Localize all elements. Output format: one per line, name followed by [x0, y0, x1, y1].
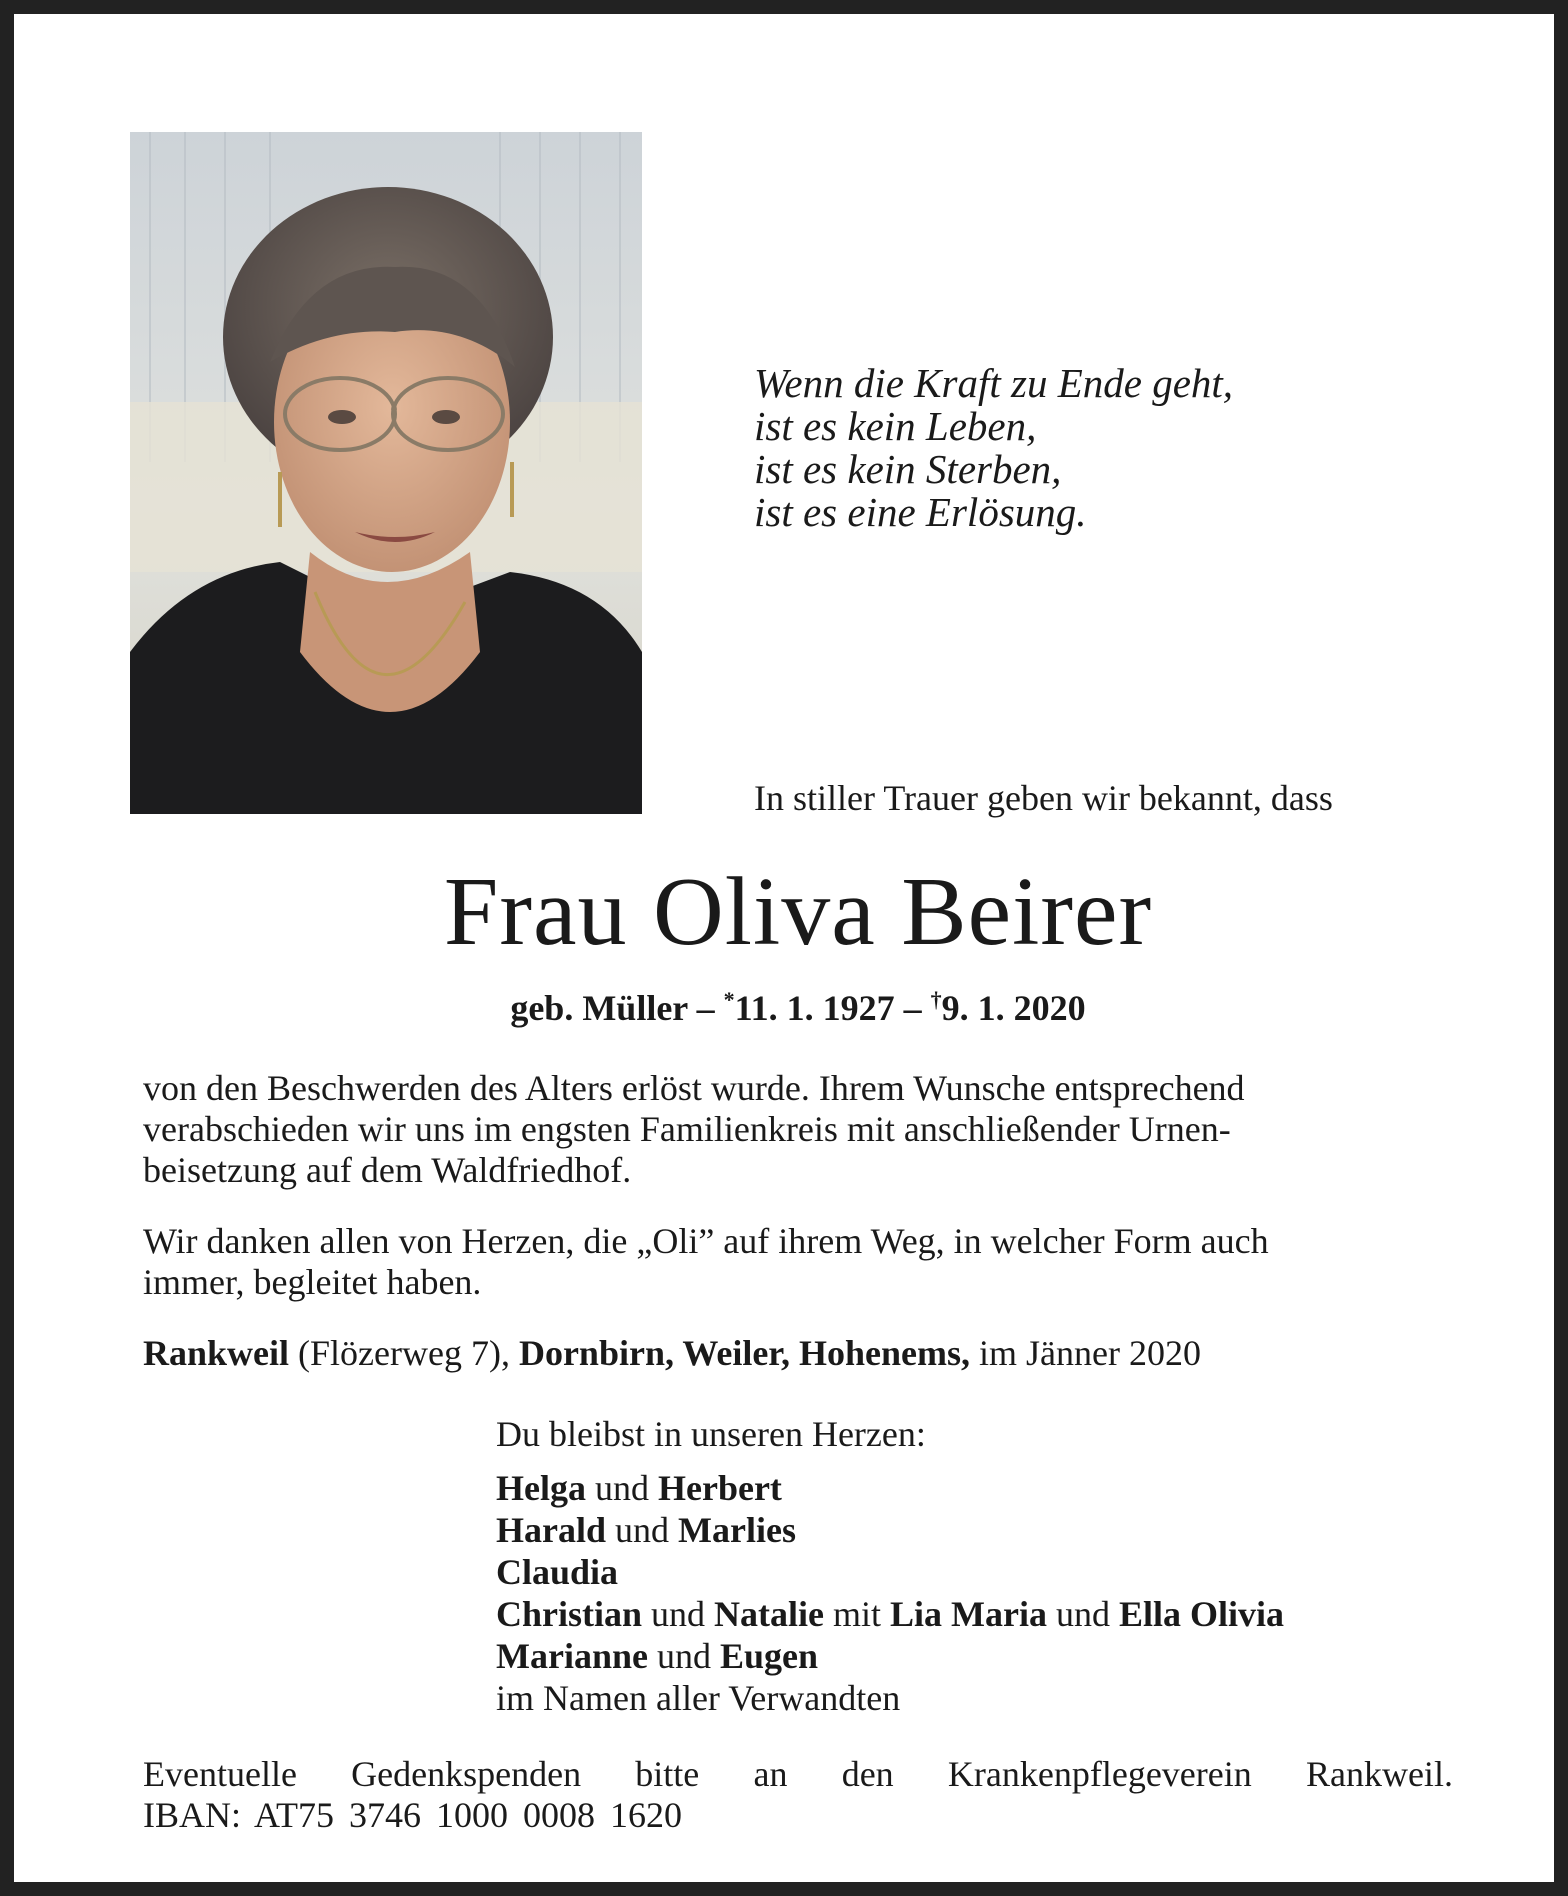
donation-word: Gedenkspenden — [351, 1754, 582, 1794]
portrait-photo — [130, 132, 642, 814]
poem-line: ist es kein Sterben, — [754, 446, 1062, 492]
poem-line: ist es eine Erlösung. — [754, 489, 1087, 535]
paragraph-thanks — [143, 1221, 1453, 1303]
connector: und — [594, 1468, 649, 1508]
paragraph-release — [143, 1068, 1453, 1191]
family-name: Marianne — [496, 1636, 648, 1676]
deceased-name: Frau Oliva Beirer — [443, 858, 1153, 966]
family-row — [496, 1551, 1284, 1593]
announcement-intro: In stiller Trauer geben wir bekannt, dass — [754, 778, 1333, 818]
donation-word: bitte — [635, 1754, 700, 1794]
life-dates — [14, 987, 1568, 1029]
death-date: 9. 1. 2020 — [941, 988, 1086, 1028]
poem-quote — [754, 362, 1233, 534]
family-name: Marlies — [678, 1510, 796, 1550]
iban: IBAN: AT75 3746 1000 0008 1620 — [143, 1795, 683, 1835]
month-year: im Jänner 2020 — [978, 1333, 1201, 1373]
family-list — [496, 1413, 1284, 1719]
family-name: Lia Maria — [890, 1594, 1047, 1634]
family-name: Helga — [496, 1468, 586, 1508]
family-footer: im Namen aller Verwandten — [496, 1678, 901, 1718]
family-name: Harald — [496, 1510, 607, 1550]
text-line: beisetzung auf dem Waldfriedhof. — [143, 1150, 632, 1190]
text-line: immer, begleitet haben. — [143, 1262, 482, 1302]
connector: und — [1056, 1594, 1110, 1634]
poem-line: ist es kein Leben, — [754, 403, 1037, 449]
family-row — [496, 1509, 1284, 1551]
birth-date: 11. 1. 1927 — [734, 988, 895, 1028]
connector: und — [615, 1510, 670, 1550]
donation-word: Eventuelle — [143, 1754, 297, 1794]
family-name: Natalie — [714, 1594, 824, 1634]
dash: – — [696, 988, 715, 1028]
family-name: Christian — [496, 1594, 643, 1634]
family-name: Herbert — [657, 1468, 782, 1508]
donation-note — [143, 1754, 1453, 1836]
text-line: Wir danken allen von Herzen, die „Oli” auf ihrem Weg, in welcher Form auch — [143, 1221, 1269, 1261]
portrait-image — [130, 132, 642, 814]
connector: und — [651, 1594, 706, 1634]
family-name: Ella Olivia — [1119, 1594, 1285, 1634]
donation-word: Krankenpflegeverein — [947, 1754, 1252, 1794]
other-towns: Dornbirn, Weiler, Hohenems, — [518, 1333, 970, 1373]
text-line: verabschieden wir uns im engsten Familienkreis mit anschließender Urnen- — [143, 1109, 1231, 1149]
birth-symbol: * — [723, 987, 735, 1012]
text-line: von den Beschwerden des Alters erlöst wurde. Ihrem Wunsche entsprechend — [143, 1068, 1245, 1108]
dash: – — [903, 988, 922, 1028]
maiden-name: geb. Müller — [510, 988, 688, 1028]
death-symbol: † — [930, 987, 942, 1012]
family-name: Claudia — [496, 1552, 619, 1592]
place-date-line — [143, 1332, 1201, 1374]
connector: mit — [833, 1594, 882, 1634]
donation-word: den — [841, 1754, 894, 1794]
donation-word: an — [753, 1754, 788, 1794]
family-name: Eugen — [719, 1636, 819, 1676]
address: (Flözerweg 7), — [298, 1333, 510, 1373]
connector: und — [656, 1636, 711, 1676]
donation-line — [143, 1754, 1453, 1795]
family-row — [496, 1593, 1284, 1635]
family-heading: Du bleibst in unseren Herzen: — [496, 1414, 926, 1454]
donation-word: Rankweil. — [1305, 1754, 1453, 1794]
family-row — [496, 1467, 1284, 1509]
family-row — [496, 1635, 1284, 1677]
town: Rankweil — [143, 1333, 290, 1373]
poem-line: Wenn die Kraft zu Ende geht, — [754, 360, 1234, 406]
